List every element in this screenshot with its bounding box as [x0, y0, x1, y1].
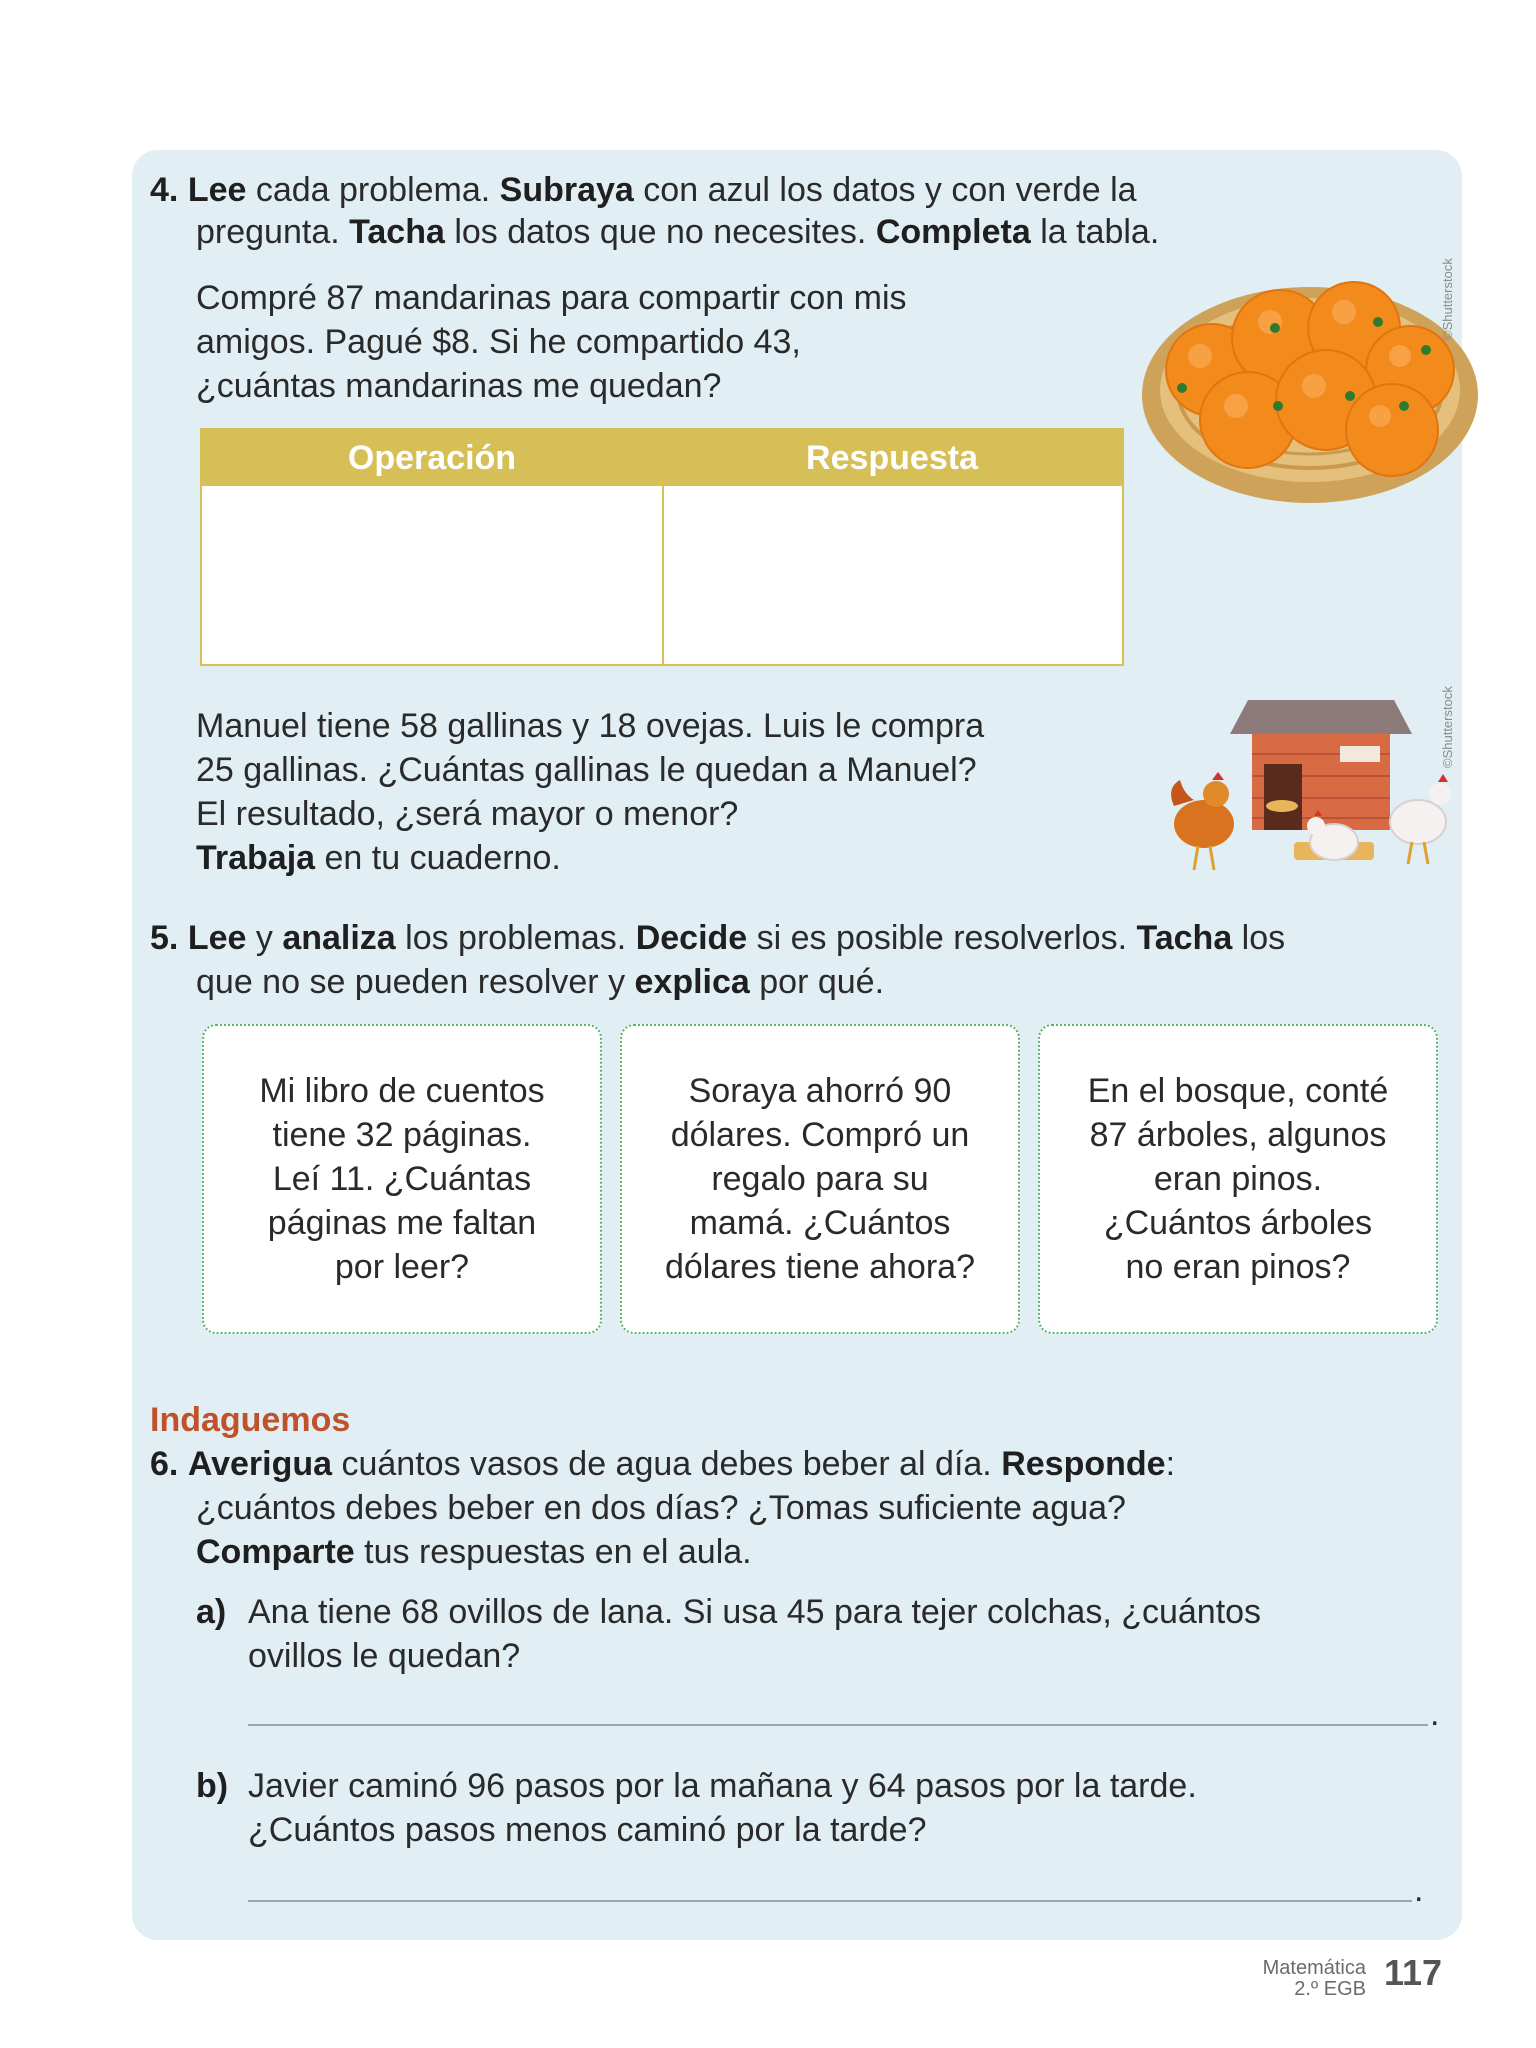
text: los: [1232, 919, 1286, 957]
text: que no se pueden resolver y: [196, 963, 635, 1001]
text: en tu cuaderno.: [315, 839, 561, 877]
verb-trabaja: Trabaja: [196, 839, 316, 877]
exercise-number: 6.: [150, 1445, 179, 1483]
chicken-coop-image: [1168, 694, 1468, 882]
problem-2-line-2: 25 gallinas. ¿Cuántas gallinas le quedan a Manuel?: [196, 751, 977, 789]
problem-card-3[interactable]: [1038, 1024, 1438, 1334]
item-a-line-1: Ana tiene 68 ovillos de lana. Si usa 45 para tejer colchas, ¿cuántos: [248, 1593, 1262, 1631]
problem-card-1[interactable]: [202, 1024, 602, 1334]
problem-card-text: En el bosque, conté 87 árboles, algunos eran pinos. ¿Cuántos árboles no eran pinos?: [1087, 1072, 1389, 1286]
verb-averigua: Averigua: [187, 1445, 333, 1483]
verb-tacha: Tacha: [1136, 919, 1233, 957]
answer-line-b[interactable]: [248, 1900, 1412, 1902]
text: los problemas.: [395, 919, 636, 957]
column-header-respuesta: Respuesta: [806, 439, 978, 477]
text: y: [246, 919, 283, 957]
image-credit: ©Shutterstock: [1440, 258, 1455, 340]
problem-card-2[interactable]: [620, 1024, 1020, 1334]
mandarin-basket-image: [1130, 270, 1490, 550]
exercise-5-line-1: [150, 916, 1285, 960]
text: pregunta.: [196, 213, 350, 251]
footer-grade: 2.º EGB: [1294, 1978, 1366, 2000]
text: con azul los datos y con verde la: [633, 171, 1137, 209]
text: por qué.: [749, 963, 885, 1001]
verb-explica: explica: [634, 963, 750, 1001]
text: si es posible resolverlos.: [747, 919, 1137, 957]
respuesta-answer-cell[interactable]: [664, 486, 1122, 664]
verb-responde: Responde: [1001, 1445, 1166, 1483]
verb-decide: Decide: [635, 919, 748, 957]
verb-comparte: Comparte: [196, 1533, 355, 1571]
operacion-answer-cell[interactable]: [202, 486, 660, 664]
verb-subraya: Subraya: [499, 171, 634, 209]
image-credit: ©Shutterstock: [1440, 686, 1455, 768]
exercise-6-line-2: ¿cuántos debes beber en dos días? ¿Tomas suficiente agua?: [196, 1489, 1126, 1527]
verb-tacha: Tacha: [349, 213, 445, 251]
problem-2-line-1: Manuel tiene 58 gallinas y 18 ovejas. Luis le compra: [196, 707, 985, 745]
text: los datos que no necesites.: [444, 213, 876, 251]
page-number: 117: [1384, 1952, 1443, 1993]
column-header-operacion: Operación: [347, 439, 517, 477]
problem-1-line-2: amigos. Pagué $8. Si he compartido 43,: [196, 323, 801, 361]
item-a-label: [196, 1590, 226, 1634]
exercise-number: 5.: [150, 919, 179, 957]
label: b): [196, 1767, 229, 1805]
answer-line-period: .: [1430, 1695, 1440, 1733]
verb-lee: Lee: [187, 171, 247, 209]
problem-card-text: Soraya ahorró 90 dólares. Compró un regalo para su mamá. ¿Cuántos dólares tiene ahora?: [664, 1072, 975, 1286]
label: a): [196, 1593, 227, 1631]
item-b-label: [196, 1764, 228, 1808]
verb-lee: Lee: [187, 919, 247, 957]
exercise-6-line-1: [150, 1442, 1175, 1486]
text: cuántos vasos de agua debes beber al día.: [332, 1445, 1002, 1483]
item-b-line-1: Javier caminó 96 pasos por la mañana y 64 pasos por la tarde.: [248, 1767, 1197, 1805]
problem-card-text: Mi libro de cuentos tiene 32 páginas. Leí 11. ¿Cuántas páginas me faltan por leer?: [259, 1072, 545, 1286]
exercise-5-line-2: [196, 960, 884, 1004]
text: :: [1165, 1445, 1176, 1483]
exercise-4-line-1: [150, 168, 1137, 212]
exercise-number: 4.: [150, 171, 179, 209]
text: tus respuestas en el aula.: [354, 1533, 752, 1571]
verb-analiza: analiza: [282, 919, 396, 957]
text: la tabla.: [1030, 213, 1160, 251]
exercise-4-line-2: [196, 210, 1159, 254]
footer-subject: Matemática: [1262, 1957, 1366, 1979]
exercise-6-line-3: [196, 1530, 752, 1574]
text: cada problema.: [246, 171, 500, 209]
answer-line-period: .: [1414, 1871, 1424, 1909]
problem-2-line-3: El resultado, ¿será mayor o menor?: [196, 795, 739, 833]
problem-1-line-1: Compré 87 mandarinas para compartir con mis: [196, 279, 907, 317]
item-b-line-2: ¿Cuántos pasos menos caminó por la tarde?: [248, 1811, 927, 1849]
answer-line-a[interactable]: [248, 1724, 1428, 1726]
item-a-line-2: ovillos le quedan?: [248, 1637, 521, 1675]
problem-2-line-4: [196, 836, 561, 880]
verb-completa: Completa: [875, 213, 1031, 251]
operation-answer-table: [200, 428, 1124, 666]
problem-1-line-3: ¿cuántas mandarinas me quedan?: [196, 367, 722, 405]
section-title-indaguemos: Indaguemos: [150, 1401, 351, 1439]
